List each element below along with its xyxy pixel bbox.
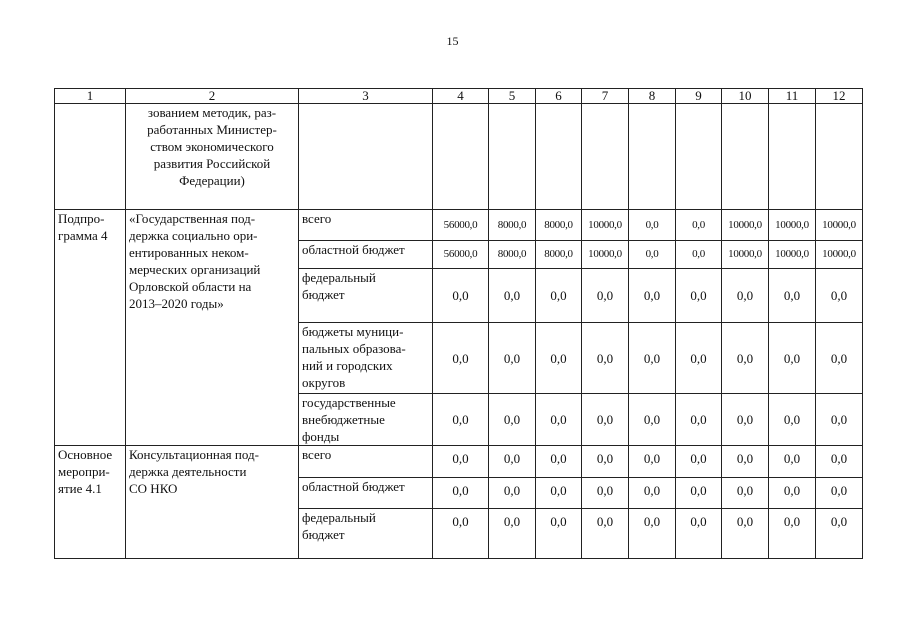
budget-value: 0,0 [433, 323, 489, 394]
budget-value: 10000,0 [722, 210, 769, 241]
column-number-header: 6 [536, 89, 582, 104]
budget-value: 0,0 [629, 394, 676, 446]
budget-value: 0,0 [489, 394, 536, 446]
budget-value: 0,0 [489, 478, 536, 509]
budget-value: 0,0 [489, 509, 536, 559]
budget-value: 0,0 [629, 269, 676, 323]
budget-value: 0,0 [582, 269, 629, 323]
column-number-header: 12 [816, 89, 863, 104]
empty-cell [55, 104, 126, 210]
budget-value: 0,0 [816, 394, 863, 446]
budget-value: 0,0 [676, 509, 722, 559]
budget-value: 8000,0 [536, 241, 582, 269]
budget-value: 0,0 [769, 269, 816, 323]
column-number-header: 2 [126, 89, 299, 104]
budget-value: 0,0 [536, 509, 582, 559]
budget-value: 0,0 [769, 323, 816, 394]
budget-value: 0,0 [536, 394, 582, 446]
budget-value: 0,0 [629, 478, 676, 509]
budget-value: 0,0 [816, 323, 863, 394]
budget-value: 10000,0 [582, 210, 629, 241]
budget-value: 56000,0 [433, 241, 489, 269]
empty-cell [433, 104, 489, 210]
budget-value: 0,0 [629, 323, 676, 394]
budget-value: 0,0 [816, 269, 863, 323]
funding-source: государственные внебюджетные фонды [299, 394, 433, 446]
budget-value: 0,0 [489, 323, 536, 394]
budget-value: 0,0 [769, 509, 816, 559]
budget-value: 8000,0 [489, 241, 536, 269]
funding-source: всего [299, 210, 433, 241]
column-number-header: 4 [433, 89, 489, 104]
column-number-header: 10 [722, 89, 769, 104]
empty-cell [489, 104, 536, 210]
budget-value: 0,0 [676, 241, 722, 269]
funding-source: областной бюджет [299, 241, 433, 269]
budget-value: 10000,0 [816, 241, 863, 269]
budget-value: 0,0 [536, 269, 582, 323]
column-number-header: 7 [582, 89, 629, 104]
column-number-header: 1 [55, 89, 126, 104]
budget-value: 56000,0 [433, 210, 489, 241]
budget-value: 0,0 [433, 509, 489, 559]
page-number: 15 [446, 34, 459, 48]
budget-value: 0,0 [489, 446, 536, 478]
empty-cell [722, 104, 769, 210]
continuation-text: зованием методик, раз- работанных Министер- ством экономического развития Российской Федерации) [126, 104, 299, 210]
column-number-header: 8 [629, 89, 676, 104]
header-row [55, 89, 863, 104]
budget-value: 0,0 [582, 509, 629, 559]
budget-value: 0,0 [676, 446, 722, 478]
budget-value: 0,0 [536, 446, 582, 478]
budget-value: 0,0 [629, 210, 676, 241]
empty-cell [676, 104, 722, 210]
budget-value: 0,0 [676, 394, 722, 446]
budget-value: 0,0 [433, 269, 489, 323]
continuation-row [55, 104, 863, 210]
budget-value: 0,0 [536, 478, 582, 509]
budget-value: 0,0 [536, 323, 582, 394]
budget-value: 10000,0 [582, 241, 629, 269]
budget-value: 0,0 [816, 478, 863, 509]
budget-table [54, 88, 863, 559]
budget-value: 8000,0 [536, 210, 582, 241]
budget-value: 0,0 [629, 509, 676, 559]
budget-value: 0,0 [676, 478, 722, 509]
budget-value: 0,0 [722, 509, 769, 559]
budget-value: 0,0 [769, 446, 816, 478]
table-row [55, 446, 863, 478]
budget-value: 0,0 [722, 269, 769, 323]
column-number-header: 11 [769, 89, 816, 104]
budget-value: 0,0 [722, 446, 769, 478]
budget-value: 8000,0 [489, 210, 536, 241]
budget-value: 0,0 [676, 210, 722, 241]
budget-value: 0,0 [676, 269, 722, 323]
budget-value: 0,0 [582, 478, 629, 509]
budget-value: 0,0 [722, 394, 769, 446]
budget-value: 0,0 [816, 509, 863, 559]
empty-cell [816, 104, 863, 210]
budget-value: 0,0 [769, 394, 816, 446]
program-code: Основное меропри- ятие 4.1 [55, 446, 126, 559]
funding-source: федеральный бюджет [299, 509, 433, 559]
program-name: Консультационная под- держка деятельности СО НКО [126, 446, 299, 559]
budget-value: 0,0 [582, 394, 629, 446]
empty-cell [536, 104, 582, 210]
funding-source: всего [299, 446, 433, 478]
column-number-header: 9 [676, 89, 722, 104]
funding-source: областной бюджет [299, 478, 433, 509]
budget-value: 0,0 [629, 241, 676, 269]
budget-value: 0,0 [489, 269, 536, 323]
budget-value: 0,0 [816, 446, 863, 478]
budget-value: 10000,0 [769, 210, 816, 241]
budget-value: 0,0 [629, 446, 676, 478]
budget-value: 0,0 [433, 446, 489, 478]
funding-source: федеральный бюджет [299, 269, 433, 323]
budget-value: 0,0 [433, 478, 489, 509]
column-number-header: 5 [489, 89, 536, 104]
budget-value: 10000,0 [816, 210, 863, 241]
budget-value: 0,0 [722, 478, 769, 509]
empty-cell [582, 104, 629, 210]
empty-cell [299, 104, 433, 210]
budget-value: 0,0 [769, 478, 816, 509]
funding-source: бюджеты муници- пальных образова- ний и городских округов [299, 323, 433, 394]
table-row [55, 210, 863, 241]
budget-value: 10000,0 [769, 241, 816, 269]
budget-value: 0,0 [676, 323, 722, 394]
budget-value: 10000,0 [722, 241, 769, 269]
column-number-header: 3 [299, 89, 433, 104]
program-name: «Государственная под- держка социально ори- ентированных неком- мерческих организаций Орловской области на 2013–2020 годы» [126, 210, 299, 446]
empty-cell [629, 104, 676, 210]
budget-value: 0,0 [433, 394, 489, 446]
budget-value: 0,0 [722, 323, 769, 394]
budget-value: 0,0 [582, 446, 629, 478]
program-code: Подпро- грамма 4 [55, 210, 126, 446]
empty-cell [769, 104, 816, 210]
budget-value: 0,0 [582, 323, 629, 394]
